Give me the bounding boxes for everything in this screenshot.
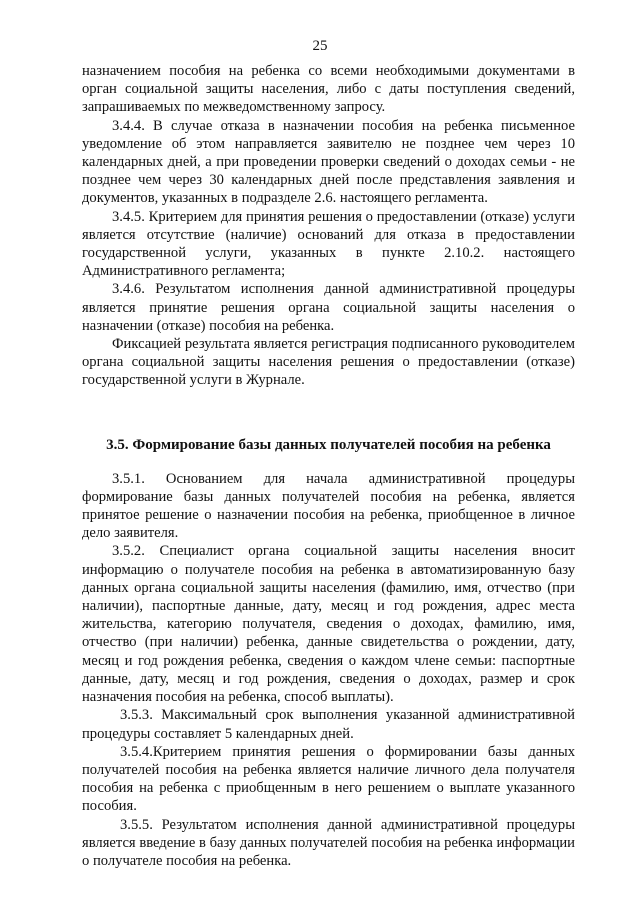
paragraph-3-4-5: 3.4.5. Критерием для принятия решения о предоставлении (отказе) услуги является отсутствие (наличие) оснований для отказа в предоставлении государственной услуги, указанных в пункте 2.10.2. настоящего Административного регламента; (82, 208, 575, 280)
paragraph-3-5-1: 3.5.1. Основанием для начала административной процедуры формирование базы данных получателей пособия на ребенка, является принятое решение о назначении пособия на ребенка, приобщенное в личное дело заявителя. (82, 470, 575, 542)
section-spacer (82, 454, 575, 470)
paragraph-3-5-5: 3.5.5. Результатом исполнения данной административной процедуры является введение в базу данных получателей пособия на ребенка информации о получателе пособия на ребенка. (82, 816, 575, 869)
section-spacer (82, 390, 575, 436)
paragraph-3-5-4: 3.5.4.Критерием принятия решения о формировании базы данных получателей пособия на ребенка является наличие личного дела получателя пособия на ребенка с приобщенным в него решением о выплате указанного пособия. (82, 743, 575, 815)
page-body (82, 62, 575, 870)
paragraph-continuation: назначением пособия на ребенка со всеми необходимыми документами в орган социальной защиты населения, либо с даты поступления сведений, запрашиваемых по межведомственному запросу. (82, 63, 575, 116)
paragraph-3-4-4: 3.4.4. В случае отказа в назначении пособия на ребенка письменное уведомление об этом направляется заявителю не позднее чем через 10 календарных дней, а при проведении проверки сведений о доходах семьи - не позднее чем через 30 календарных дней после представления заявления и документов, указанных в подразделе 2.6. настоящего регламента. (82, 117, 575, 207)
paragraph-3-4-6: 3.4.6. Результатом исполнения данной административной процедуры является принятие решения органа социальной защиты населения о назначении (отказе) пособия на ребенка. (82, 281, 575, 334)
section-heading-3-5: 3.5. Формирование базы данных получателей пособия на ребенка (106, 436, 551, 453)
page-number: 25 (312, 38, 328, 54)
paragraph-3-5-2: 3.5.2. Специалист органа социальной защиты населения вносит информацию о получателе пособия на ребенка в автоматизированную базу данных органа социальной защиты населения (фамилию, имя, отчество (при наличии), паспортные данные, дату, месяц и год рождения, адрес места жительства, категорию получателя, сведения о доходах, фамилию, имя, отчество (при наличии) ребенка, данные свидетельства о рождении, дату, месяц и год рождения ребенка, сведения о каждом члене семьи: паспортные данные, дату, месяц и год рождения, сведения о доходах, размер и срок назначения пособия на ребенка, способ выплаты). (82, 543, 575, 706)
paragraph-result-fixation: Фиксацией результата является регистрация подписанного руководителем органа социальной защиты населения решения о предоставлении (отказе) государственной услуги в Журнале. (82, 336, 575, 389)
paragraph-3-5-3: 3.5.3. Максимальный срок выполнения указанной административной процедуры составляет 5 календарных дней. (82, 707, 575, 742)
